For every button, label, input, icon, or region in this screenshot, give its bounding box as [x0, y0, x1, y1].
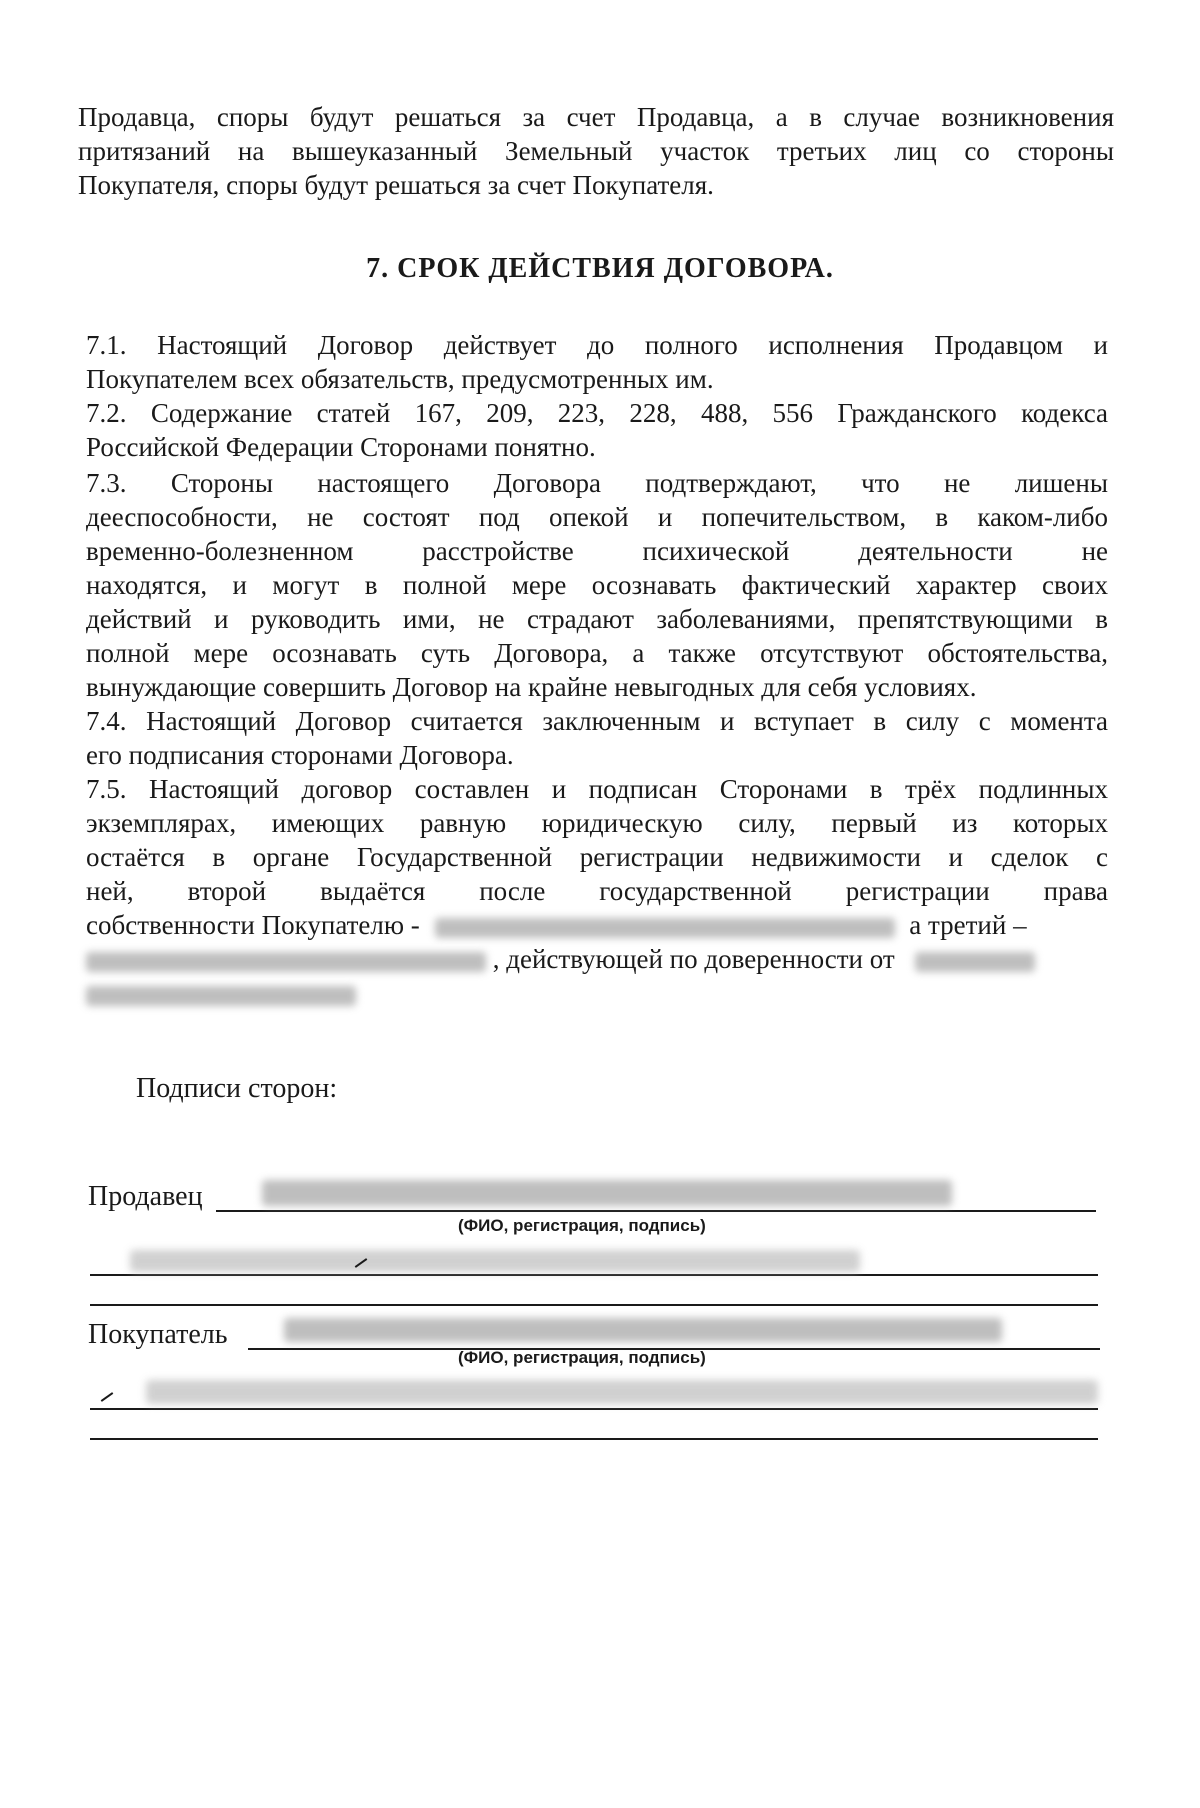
buyer-blank-line: [90, 1438, 1098, 1440]
clause-line: остаётся в органе Государственной регистрации недвижимости и сделок с: [86, 842, 1108, 872]
redacted-signature: [262, 1180, 952, 1206]
clause-line: временно-болезненном расстройстве психической деятельности не: [86, 536, 1108, 566]
redacted-registration: [130, 1250, 860, 1272]
pen-mark: [101, 1392, 114, 1402]
seller-signature-line: [216, 1210, 1096, 1212]
ownership-line: [86, 908, 1027, 942]
clause-line: 7.5. Настоящий договор составлен и подписан Сторонами в трёх подлинных: [86, 774, 1108, 804]
redacted-name: [435, 918, 895, 938]
attorney-text: , действующей по доверенности от: [492, 944, 895, 974]
paragraph-line: Продавца, споры будут решаться за счет Продавца, а в случае возникновения: [78, 102, 1114, 132]
section-title: 7. СРОК ДЕЙСТВИЯ ДОГОВОРА.: [366, 253, 834, 284]
clause-line: действий и руководить ими, не страдают заболеваниями, препятствующими в: [86, 604, 1108, 634]
clause-line: вынуждающие совершить Договор на крайне невыгодных для себя условиях.: [86, 672, 977, 702]
buyer-label: Покупатель: [88, 1319, 228, 1350]
redacted-name: [915, 952, 1035, 972]
redacted-registration: [146, 1380, 1098, 1404]
seller-registration-line: [90, 1274, 1098, 1276]
ownership-prefix: собственности Покупателю -: [86, 910, 420, 940]
seller-blank-line: [90, 1304, 1098, 1306]
clause-line: 7.3. Стороны настоящего Договора подтверждают, что не лишены: [86, 468, 1108, 498]
attorney-line-cont: [86, 976, 356, 1010]
clause-line: полной мере осознавать суть Договора, а также отсутствуют обстоятельства,: [86, 638, 1108, 668]
clause-line: 7.4. Настоящий Договор считается заключенным и вступает в силу с момента: [86, 706, 1108, 736]
clause-line: дееспособности, не состоят под опекой и попечительством, в каком-либо: [86, 502, 1108, 532]
clause-line: ней, второй выдаётся после государственной регистрации права: [86, 876, 1108, 906]
redacted-name: [86, 952, 486, 972]
signatures-heading: Подписи сторон:: [136, 1073, 338, 1104]
clause-line: Российской Федерации Сторонами понятно.: [86, 432, 596, 462]
ownership-suffix: а третий –: [909, 910, 1027, 940]
paragraph-line: притязаний на вышеуказанный Земельный участок третьих лиц со стороны: [78, 136, 1114, 166]
redacted-name: [86, 986, 356, 1006]
signature-caption: (ФИО, регистрация, подпись): [458, 1216, 706, 1235]
clause-line: Покупателем всех обязательств, предусмотренных им.: [86, 364, 714, 394]
signature-caption: (ФИО, регистрация, подпись): [458, 1348, 706, 1367]
attorney-line: [86, 942, 1035, 976]
paragraph-line: Покупателя, споры будут решаться за счет Покупателя.: [78, 170, 714, 200]
clause-line: его подписания сторонами Договора.: [86, 740, 514, 770]
redacted-signature: [284, 1318, 1002, 1342]
buyer-registration-line: [90, 1408, 1098, 1410]
clause-line: экземплярах, имеющих равную юридическую силу, первый из которых: [86, 808, 1108, 838]
clause-line: находятся, и могут в полной мере осознавать фактический характер своих: [86, 570, 1108, 600]
seller-label: Продавец: [88, 1181, 203, 1212]
clause-line: 7.1. Настоящий Договор действует до полного исполнения Продавцом и: [86, 330, 1108, 360]
clause-line: 7.2. Содержание статей 167, 209, 223, 228, 488, 556 Гражданского кодекса: [86, 398, 1108, 428]
